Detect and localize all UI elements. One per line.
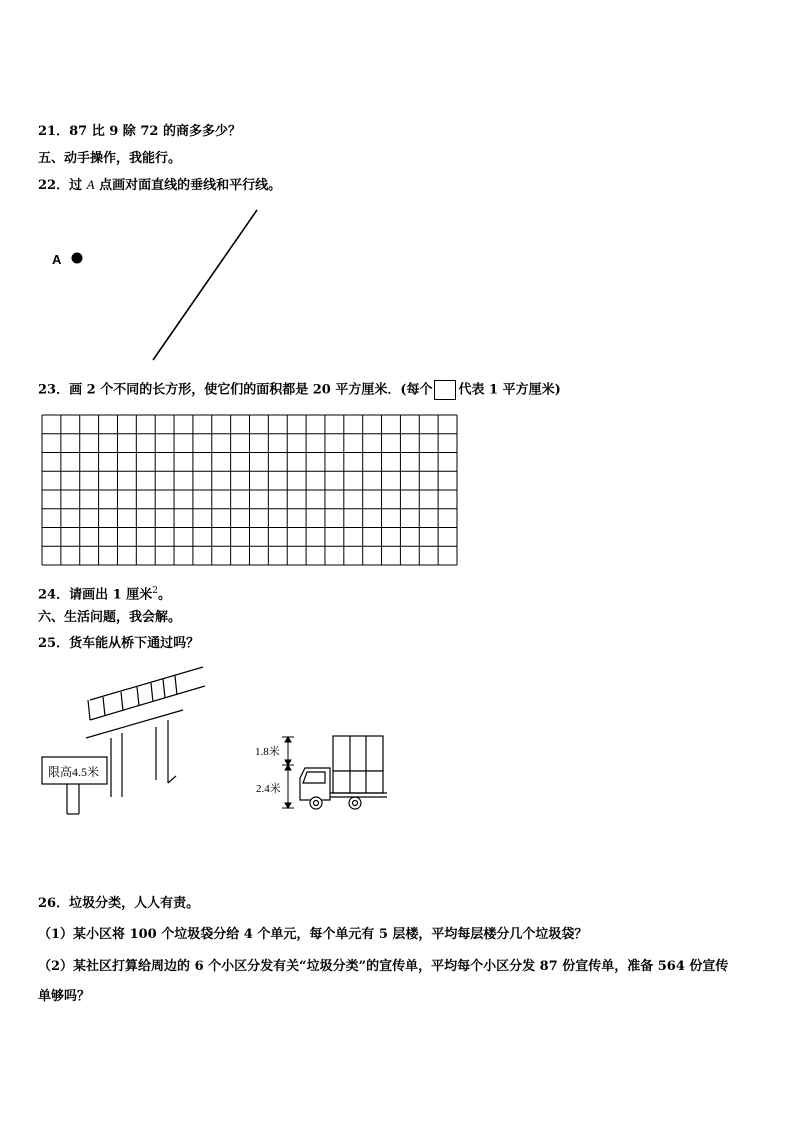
question-26-part-2-line-1: （2）某社区打算给周边的 6 个小区分发有关“垃圾分类”的宣传单，平均每个小区分发 87 份宣传单，准备 564 份宣传	[38, 959, 729, 974]
question-22-point: A	[86, 177, 95, 192]
cargo-height-label: 1.8米	[255, 746, 280, 758]
question-22-prefix: 22．过	[38, 178, 87, 193]
slanted-line	[153, 210, 257, 360]
section-5-heading: 五、动手操作，我能行。	[38, 151, 182, 166]
square-grid	[42, 415, 457, 565]
truck-drawing	[300, 736, 387, 809]
section-6-heading: 六、生活问题，我会解。	[38, 610, 182, 625]
point-a-label: A	[52, 252, 62, 267]
point-a-dot	[72, 253, 83, 264]
question-24-prefix: 24．请画出 1 厘米	[38, 587, 153, 603]
question-26-part-2-line-2: 单够吗？	[38, 989, 91, 1004]
question-23-prefix: 23．画 2 个不同的长方形，使它们的面积都是 20 平方厘米．(每个	[38, 382, 433, 398]
question-24-sup: 2	[152, 586, 158, 596]
question-24-suffix: 。	[157, 587, 171, 603]
question-23-suffix: 代表 1 平方厘米)	[458, 382, 561, 398]
question-25: 25．货车能从桥下通过吗？	[38, 636, 200, 651]
dimension-arrows	[282, 737, 294, 808]
truck-height-label: 2.4米	[256, 783, 281, 795]
question-22-suffix: 点画对面直线的垂线和平行线。	[94, 178, 282, 193]
question-21: 21．87 比 9 除 72 的商多多少？	[38, 124, 241, 139]
height-limit-text: 限高4.5米	[48, 765, 100, 779]
question-26-part-1: （1）某小区将 100 个垃圾袋分给 4 个单元，每个单元有 5 层楼，平均每层楼分几个垃圾袋？	[38, 927, 588, 942]
question-26-title: 26．垃圾分类，人人有责。	[38, 896, 200, 911]
